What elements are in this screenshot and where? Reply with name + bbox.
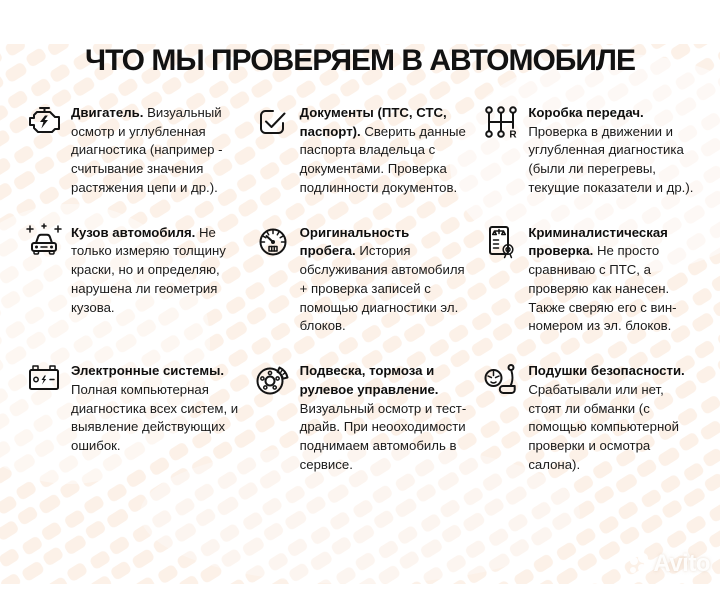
check-item-mileage	[253, 224, 468, 336]
check-item-text: Электронные системы. Полная компьютерная диагностика всех систем, и выявление действующих ошибок.	[71, 363, 239, 454]
check-item-text: Подвеска, тормоза и рулевое управление. Визуальный осмотр и тест-драйв. При неооходимости поднимаем автомобиль в сервисе.	[299, 363, 467, 472]
check-item-engine	[24, 104, 239, 198]
svg-text:R: R	[509, 129, 517, 141]
check-item-text: Двигатель. Визуальный осмотр и углубленная диагностика (например - считывание значения растяжения цепи и др.).	[71, 105, 223, 195]
check-item-text: Кузов автомобиля. Не только измеряю толщину краски, но и определяю, нарушена ли геометрия кузова.	[71, 224, 226, 315]
check-items-grid	[0, 104, 720, 474]
gearbox-icon	[481, 102, 521, 142]
car-body-icon	[24, 222, 64, 262]
check-item-forensic	[481, 224, 696, 336]
check-item-airbags	[481, 362, 696, 474]
check-item-gearbox	[481, 104, 696, 198]
check-item-documents	[253, 104, 468, 198]
check-item-electronics	[24, 362, 239, 474]
check-item-text: Подушки безопасности. Срабатывали или нет, стоят ли обманки (с помощью компьютерной проверки и осмотра салона).	[528, 363, 685, 472]
infographic	[0, 44, 720, 584]
airbag-icon	[481, 360, 521, 400]
check-item-car-body	[24, 224, 239, 336]
check-item-text: Оригинальность пробега. История обслуживания автомобиля + проверка записей с помощью диагностики эл. блоков.	[299, 224, 465, 334]
check-item-text: Документы (ПТС, СТС, паспорт). Сверить данные паспорта владельца с документами. Проверка подлинности документов.	[299, 105, 466, 195]
check-item-text: Коробка передач. Проверка в движении и углубленная диагностика (были ли перегревы, текущие показатели и др.).	[528, 105, 694, 195]
document-check-icon	[253, 102, 293, 142]
avito-watermark-label: Avito	[653, 550, 710, 577]
page-title: ЧТО МЫ ПРОВЕРЯЕМ В АВТОМОБИЛЕ	[85, 44, 635, 77]
speedometer-icon	[253, 222, 293, 262]
check-item-suspension-brakes	[253, 362, 468, 474]
brake-disc-icon	[253, 360, 293, 400]
check-item-text: Криминалистическая проверка. Не просто сравниваю с ПТС, а проверяю как нанесен. Также сверяю его с вин-номером из эл. блоков.	[528, 224, 677, 334]
engine-icon	[24, 102, 64, 142]
battery-icon	[24, 360, 64, 400]
forensic-check-icon	[481, 222, 521, 262]
